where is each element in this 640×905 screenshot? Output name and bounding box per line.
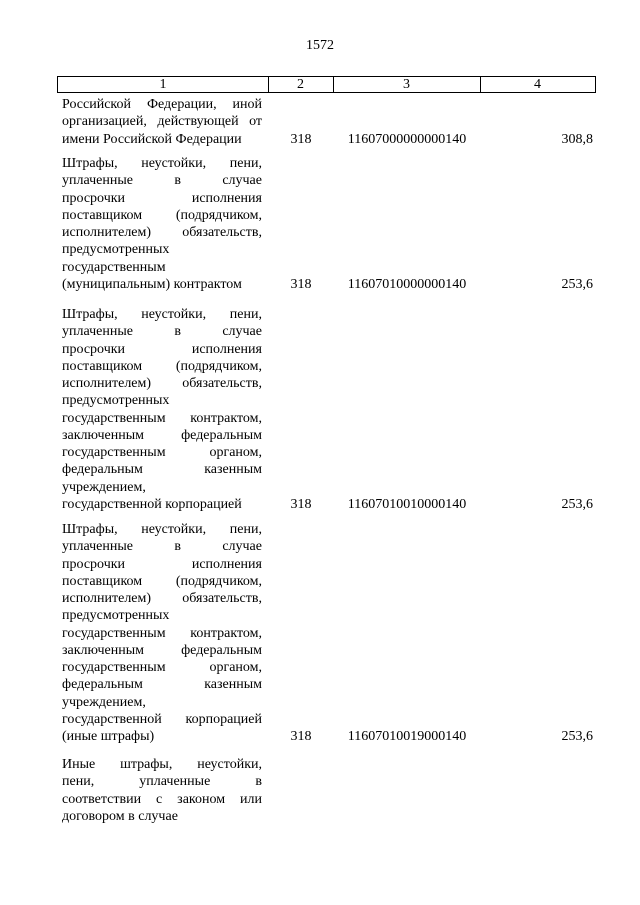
budget-code-cell: 11607010010000140 — [347, 496, 467, 512]
name-line: заключенным федеральным — [62, 427, 262, 443]
name-line: государственным контрактом, — [62, 625, 262, 641]
name-line: просрочки исполнения — [62, 556, 262, 572]
table-header-col-2: 2 — [268, 76, 334, 93]
name-line: государственным контрактом, — [62, 410, 262, 426]
name-line: заключенным федеральным — [62, 642, 262, 658]
amount-cell: 253,6 — [561, 496, 593, 512]
name-line: Штрафы, неустойки, пени, — [62, 522, 262, 537]
table-row-name — [62, 756, 262, 825]
table-header-col-3: 3 — [333, 76, 481, 93]
name-line: исполнителем) обязательств, — [62, 225, 262, 240]
name-line: просрочки исполнения — [62, 190, 262, 206]
name-line: Российской Федерации, иной — [62, 97, 262, 112]
name-line: уплаченные в случае — [62, 173, 262, 189]
name-line: учреждением, — [62, 694, 146, 710]
name-line: уплаченные в случае — [62, 539, 262, 555]
admin-code-cell: 318 — [290, 276, 312, 292]
name-line: учреждением, — [62, 479, 146, 495]
name-line: государственной корпорацией — [62, 496, 242, 512]
name-line: исполнителем) обязательств, — [62, 376, 262, 391]
name-line: федеральным казенным — [62, 677, 262, 693]
table-header-col-1: 1 — [57, 76, 269, 93]
name-line: договором в случае — [62, 808, 178, 824]
admin-code-cell: 318 — [290, 496, 312, 512]
name-line: поставщиком (подрядчиком, — [62, 207, 262, 223]
name-line: поставщиком (подрядчиком, — [62, 573, 262, 589]
name-line: Штрафы, неустойки, пени, — [62, 156, 262, 171]
amount-cell: 308,8 — [561, 131, 593, 147]
budget-code-cell: 11607010000000140 — [347, 276, 467, 292]
name-line: государственной корпорацией — [62, 711, 262, 727]
name-line: предусмотренных — [62, 242, 170, 258]
table-row-name — [62, 521, 262, 745]
name-line: исполнителем) обязательств, — [62, 591, 262, 606]
name-line: организацией, действующей от — [62, 114, 262, 130]
name-line: Иные штрафы, неустойки, — [62, 757, 262, 772]
name-line: государственным органом, — [62, 660, 262, 675]
name-line: соответствии с законом или — [62, 791, 262, 807]
name-line: Штрафы, неустойки, пени, — [62, 307, 262, 322]
name-line: государственным органом, — [62, 445, 262, 460]
admin-code-cell: 318 — [290, 131, 312, 147]
name-line: просрочки исполнения — [62, 341, 262, 357]
name-line: имени Российской Федерации — [62, 131, 242, 147]
page-number: 1572 — [306, 38, 334, 53]
table-row-name — [62, 306, 262, 513]
name-line: поставщиком (подрядчиком, — [62, 358, 262, 374]
name-line: (муниципальным) контрактом — [62, 276, 242, 292]
amount-cell: 253,6 — [561, 729, 593, 744]
name-line: предусмотренных — [62, 608, 170, 624]
budget-code-cell: 11607010019000140 — [347, 729, 467, 744]
name-line: уплаченные в случае — [62, 324, 262, 340]
table-row-name — [62, 96, 262, 148]
name-line: предусмотренных — [62, 393, 170, 409]
name-line: (иные штрафы) — [62, 729, 155, 744]
budget-code-cell: 11607000000000140 — [347, 131, 467, 147]
name-line: пени, уплаченные в — [62, 774, 262, 790]
name-line: государственным — [62, 259, 166, 275]
name-line: федеральным казенным — [62, 462, 262, 478]
table-header-col-4: 4 — [480, 76, 596, 93]
amount-cell: 253,6 — [561, 276, 593, 292]
table-row-name — [62, 155, 262, 293]
admin-code-cell: 318 — [290, 729, 312, 744]
